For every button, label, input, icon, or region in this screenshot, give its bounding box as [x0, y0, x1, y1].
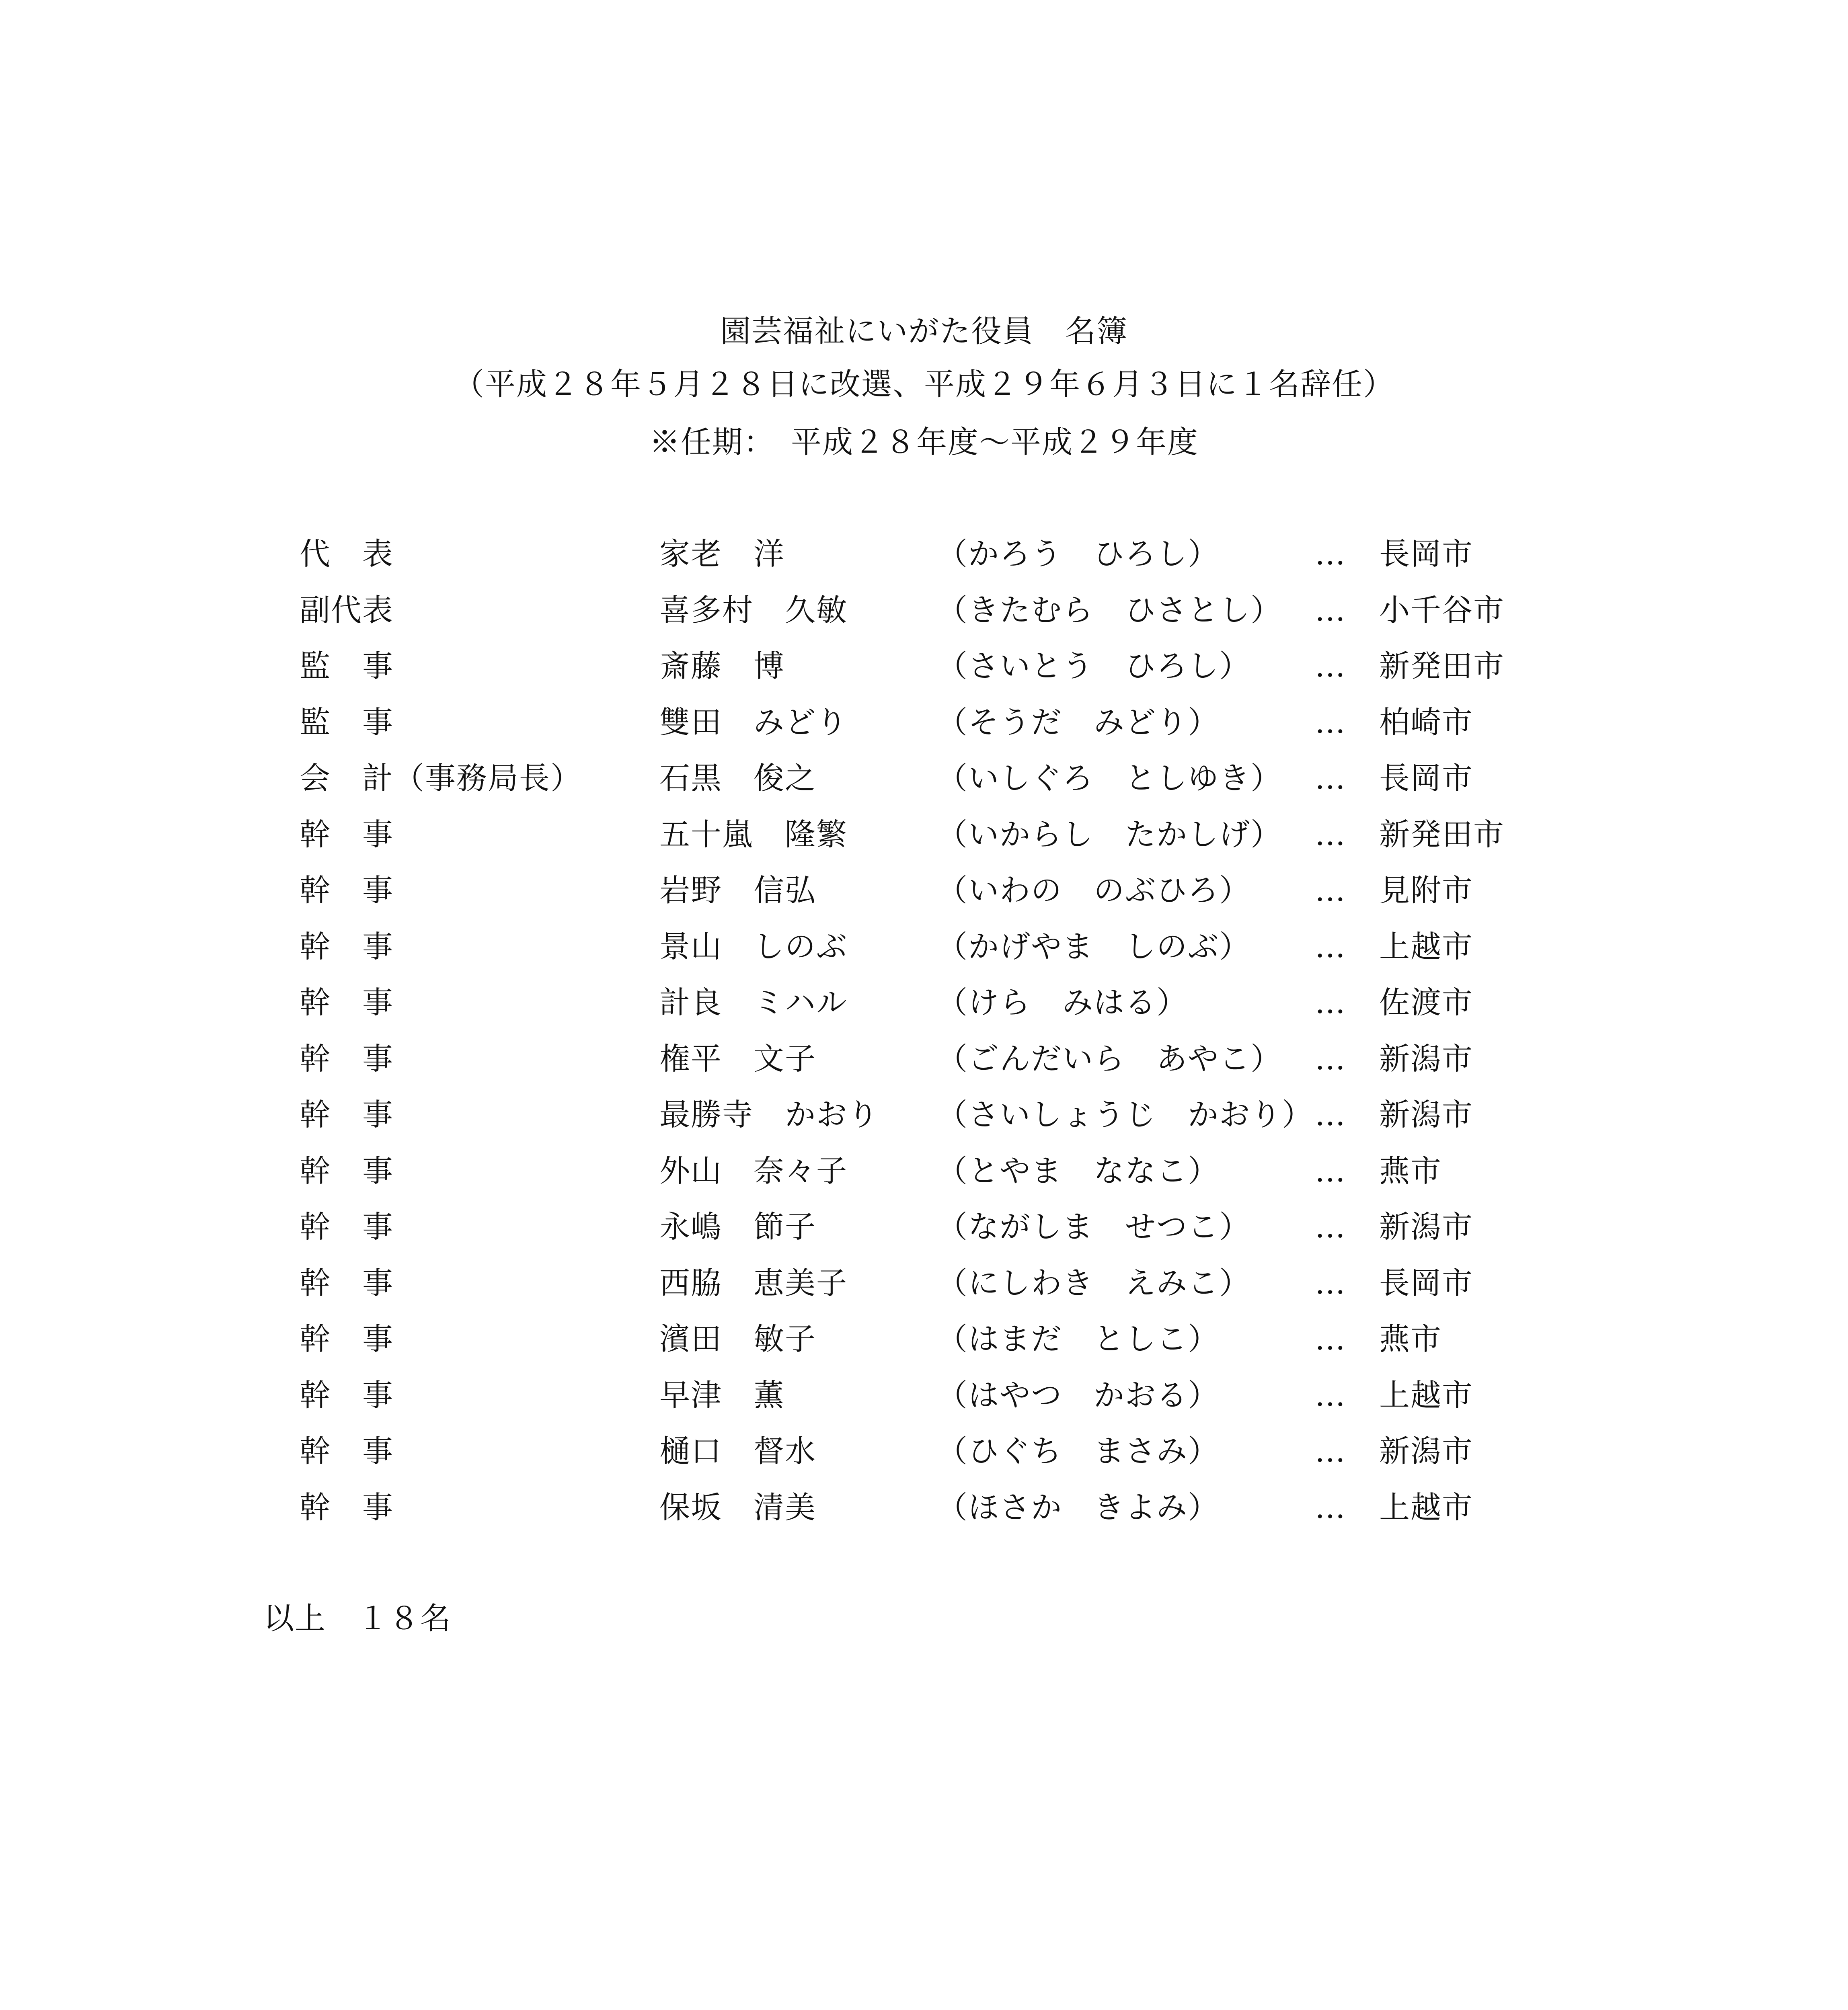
- table-row: [0, 1099, 1848, 1140]
- leader-dots: …: [1315, 816, 1346, 852]
- table-row: [0, 931, 1848, 972]
- member-reading: （さいしょうじ かおり）: [937, 1097, 1313, 1132]
- member-name: 喜多村 久敏: [659, 592, 848, 628]
- table-row: [0, 816, 1848, 859]
- leader-dots: …: [1315, 536, 1346, 572]
- member-city: 新潟市: [1379, 1041, 1473, 1077]
- member-reading: （はやつ かおる）: [937, 1377, 1219, 1413]
- member-reading: （ほさか きよみ）: [937, 1489, 1219, 1525]
- table-row: [0, 984, 1848, 1028]
- member-role: 幹 事: [300, 1489, 394, 1525]
- member-reading: （かろう ひろし）: [937, 536, 1219, 572]
- member-name: 権平 文子: [659, 1041, 816, 1077]
- member-role: 幹 事: [300, 872, 394, 908]
- member-name: 斎藤 博: [659, 648, 785, 684]
- member-name: 雙田 みどり: [659, 704, 848, 740]
- member-name: 濱田 敏子: [659, 1321, 816, 1357]
- member-role: 幹 事: [300, 1097, 394, 1132]
- member-reading: （そうだ みどり）: [937, 704, 1219, 740]
- table-row: [0, 648, 1848, 691]
- member-reading: （とやま ななこ）: [937, 1153, 1219, 1189]
- table-row: [0, 1153, 1848, 1196]
- member-city: 燕市: [1379, 1321, 1442, 1357]
- member-reading: （ひぐち まさみ）: [937, 1433, 1219, 1469]
- member-city: 佐渡市: [1379, 984, 1473, 1020]
- member-reading: （ごんだいら あやこ）: [937, 1041, 1282, 1077]
- member-role: 副代表: [300, 592, 394, 628]
- member-city: 新発田市: [1379, 816, 1505, 852]
- member-city: 柏崎市: [1379, 704, 1473, 740]
- leader-dots: …: [1315, 648, 1346, 684]
- leader-dots: …: [1315, 1041, 1346, 1077]
- member-city: 上越市: [1379, 929, 1473, 964]
- member-city: 新発田市: [1379, 648, 1505, 684]
- leader-dots: …: [1315, 1321, 1346, 1357]
- member-reading: （かげやま しのぶ）: [937, 929, 1250, 964]
- member-total: 以上 １８名: [263, 1600, 452, 1636]
- term-of-office: ※任期： 平成２８年度〜平成２９年度: [649, 424, 1199, 460]
- leader-dots: …: [1315, 872, 1346, 908]
- document-subtitle: （平成２８年５月２８日に改選、平成２９年６月３日に１名辞任）: [454, 366, 1394, 402]
- member-name: 五十嵐 隆繁: [659, 816, 848, 852]
- member-name: 景山 しのぶ: [659, 929, 848, 964]
- member-city: 新潟市: [1379, 1097, 1473, 1132]
- leader-dots: …: [1315, 1153, 1346, 1189]
- member-name: 永嶋 節子: [659, 1209, 816, 1245]
- member-name: 外山 奈々子: [659, 1153, 848, 1189]
- table-row: [0, 1321, 1848, 1364]
- member-city: 上越市: [1379, 1489, 1473, 1525]
- member-city: 燕市: [1379, 1153, 1442, 1189]
- table-row: [0, 536, 1848, 579]
- member-role: 幹 事: [300, 816, 394, 852]
- member-role: 監 事: [300, 648, 394, 684]
- member-role: 幹 事: [300, 1433, 394, 1469]
- member-reading: （ながしま せつこ）: [937, 1209, 1250, 1245]
- leader-dots: …: [1315, 1209, 1346, 1245]
- member-city: 新潟市: [1379, 1433, 1473, 1469]
- member-city: 見附市: [1379, 872, 1473, 908]
- member-role: 会 計（事務局長）: [300, 760, 582, 796]
- leader-dots: …: [1315, 984, 1346, 1020]
- leader-dots: …: [1315, 929, 1346, 964]
- leader-dots: …: [1315, 1265, 1346, 1301]
- member-role: 監 事: [300, 704, 394, 740]
- member-name: 家老 洋: [659, 536, 785, 572]
- member-reading: （いしぐろ としゆき）: [937, 760, 1282, 796]
- leader-dots: …: [1315, 1433, 1346, 1469]
- member-role: 幹 事: [300, 1321, 394, 1357]
- table-row: [0, 1489, 1848, 1532]
- leader-dots: …: [1315, 1489, 1346, 1525]
- member-role: 代 表: [300, 536, 394, 572]
- leader-dots: …: [1315, 704, 1346, 740]
- member-city: 新潟市: [1379, 1209, 1473, 1245]
- table-row: [0, 1041, 1848, 1084]
- member-name: 西脇 恵美子: [659, 1265, 848, 1301]
- member-role: 幹 事: [300, 1377, 394, 1413]
- table-row: [0, 872, 1848, 915]
- member-city: 長岡市: [1379, 760, 1473, 796]
- member-name: 保坂 清美: [659, 1489, 816, 1525]
- table-row: [0, 592, 1848, 635]
- member-name: 計良 ミハル: [659, 984, 848, 1020]
- table-row: [0, 1265, 1848, 1308]
- leader-dots: …: [1315, 1377, 1346, 1413]
- member-city: 長岡市: [1379, 536, 1473, 572]
- member-reading: （はまだ としこ）: [937, 1321, 1219, 1357]
- member-reading: （にしわき えみこ）: [937, 1265, 1250, 1301]
- leader-dots: …: [1315, 592, 1346, 628]
- leader-dots: …: [1315, 760, 1346, 796]
- member-role: 幹 事: [300, 984, 394, 1020]
- member-name: 最勝寺 かおり: [659, 1097, 879, 1132]
- member-reading: （けら みはる）: [937, 984, 1188, 1020]
- table-row: [0, 760, 1848, 803]
- member-city: 長岡市: [1379, 1265, 1473, 1301]
- member-name: 早津 薫: [659, 1377, 785, 1413]
- member-city: 小千谷市: [1379, 592, 1505, 628]
- member-role: 幹 事: [300, 1209, 394, 1245]
- member-role: 幹 事: [300, 929, 394, 964]
- table-row: [0, 1209, 1848, 1252]
- table-row: [0, 1377, 1848, 1420]
- member-name: 岩野 信弘: [659, 872, 816, 908]
- member-name: 石黒 俊之: [659, 760, 816, 796]
- member-reading: （いわの のぶひろ）: [937, 872, 1250, 908]
- member-role: 幹 事: [300, 1265, 394, 1301]
- member-name: 樋口 督水: [659, 1433, 816, 1469]
- member-role: 幹 事: [300, 1041, 394, 1077]
- member-reading: （きたむら ひさとし）: [937, 592, 1282, 628]
- table-row: [0, 704, 1848, 747]
- member-reading: （さいとう ひろし）: [937, 648, 1250, 684]
- table-row: [0, 1433, 1848, 1476]
- member-role: 幹 事: [300, 1153, 394, 1189]
- leader-dots: …: [1315, 1097, 1346, 1132]
- member-city: 上越市: [1379, 1377, 1473, 1413]
- document-title: 園芸福祉にいがた役員 名簿: [720, 313, 1128, 349]
- member-reading: （いからし たかしげ）: [937, 816, 1282, 852]
